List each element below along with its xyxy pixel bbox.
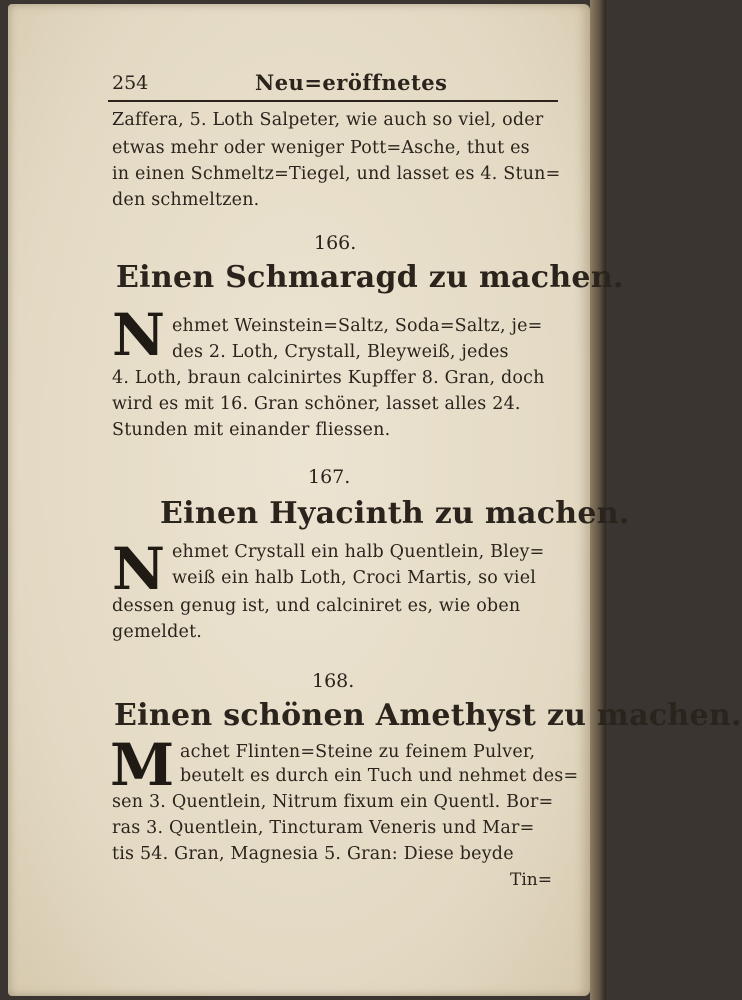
- continuation-line: den schmeltzen.: [112, 190, 260, 210]
- catchword: Tin=: [510, 870, 552, 890]
- section-number: 166.: [314, 232, 357, 254]
- recipe-line: wird es mit 16. Gran schöner, lasset alles 24.: [112, 394, 521, 414]
- recipe-line: dessen genug ist, und calciniret es, wie oben: [112, 596, 521, 616]
- section-number: 167.: [308, 466, 351, 488]
- initial-letter: N: [112, 535, 166, 603]
- continuation-line: in einen Schmeltz=Tiegel, und lasset es 4. Stun=: [112, 164, 561, 184]
- page-number: 254: [112, 72, 149, 94]
- recipe-line: beutelt es durch ein Tuch und nehmet des=: [180, 766, 579, 786]
- section-title: Einen Schmaragd zu machen.: [116, 260, 624, 295]
- initial-letter: N: [112, 301, 166, 369]
- recipe-line: achet Flinten=Steine zu feinem Pulver,: [180, 742, 536, 762]
- header-rule: [108, 100, 558, 102]
- recipe-line: weiß ein halb Loth, Croci Martis, so viel: [172, 568, 537, 588]
- recipe-line: ehmet Weinstein=Saltz, Soda=Saltz, je=: [172, 316, 543, 336]
- recipe-line: ehmet Crystall ein halb Quentlein, Bley=: [172, 542, 545, 562]
- running-head: Neu=eröffnetes: [255, 70, 448, 95]
- recipe-line: gemeldet.: [112, 622, 203, 642]
- section-title: Einen schönen Amethyst zu machen.: [114, 698, 742, 733]
- continuation-line: Zaffera, 5. Loth Salpeter, wie auch so viel, oder: [112, 110, 544, 130]
- recipe-line: sen 3. Quentlein, Nitrum fixum ein Quentl. Bor=: [112, 792, 554, 812]
- recipe-line: des 2. Loth, Crystall, Bleyweiß, jedes: [172, 342, 509, 362]
- initial-letter: M: [110, 731, 175, 799]
- recipe-line: 4. Loth, braun calcinirtes Kupffer 8. Gran, doch: [112, 368, 545, 388]
- section-title: Einen Hyacinth zu machen.: [160, 496, 630, 531]
- continuation-line: etwas mehr oder weniger Pott=Asche, thut es: [112, 138, 530, 158]
- recipe-line: tis 54. Gran, Magnesia 5. Gran: Diese beyde: [112, 844, 514, 864]
- recipe-line: ras 3. Quentlein, Tincturam Veneris und Mar=: [112, 818, 535, 838]
- section-number: 168.: [312, 670, 355, 692]
- recipe-line: Stunden mit einander fliessen.: [112, 420, 391, 440]
